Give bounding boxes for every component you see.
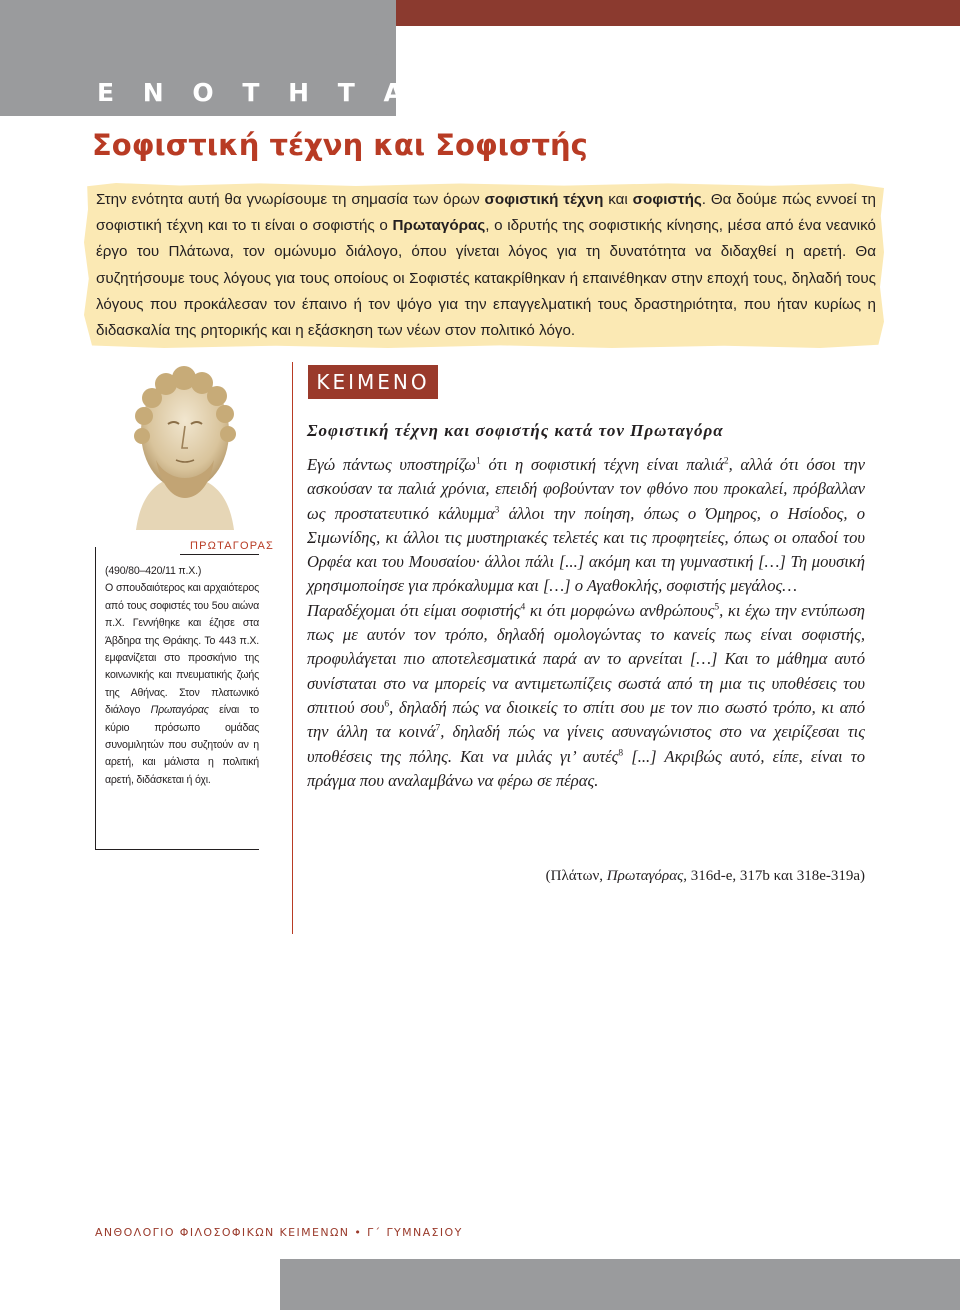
p1-d: άλλοι την ποίηση, όπως ο Όμηρος, ο Ησίοδος, ο Σιμωνίδης, κι άλλοι τις μυστηριακές τελετές και τις προφητείες, όπως οι οπαδοί του Ορφέα και του Μουσαίου· άλλοι πάλι [...] ακόμη και τη γυμναστική […] Τη μουσική χρησιμοποίησε για πρόκαλυμμα και […] ο Αγαθοκλής, σοφιστής μεγάλος… <box>307 503 866 596</box>
sidebar-dates: (490/80–420/11 π.Χ.) <box>105 565 202 577</box>
footnote-ref-7: 7 <box>435 723 441 734</box>
source-author: (Πλάτων, <box>545 868 607 884</box>
footnote-ref-3: 3 <box>494 505 500 516</box>
unit-label <box>97 78 467 107</box>
footnote-ref-1: 1 <box>476 456 481 467</box>
intro-person: Πρωταγόρας <box>392 217 486 235</box>
main-text <box>307 453 865 793</box>
sidebar-person-name: ΠΡΩΤΑΓΟΡΑΣ <box>190 540 275 552</box>
sidebar-bio-work: Πρωταγόρας <box>150 704 209 717</box>
p2-f: [...] Ακριβώς αυτό, είπε, είναι το πράγμα που αναλαμβάνω να φέρω σε πέρας. <box>307 746 866 790</box>
main-paragraph-2 <box>307 599 865 793</box>
footnote-ref-2: 2 <box>723 456 729 467</box>
sidebar-bio <box>105 563 259 789</box>
p2-c: , κι έχω την εντύπωση πως με αυτόν τον τρόπο, δηλαδή ομολογώντας το κανείς πως είναι σοφιστής, προφυλάγεται πιο αποτελεσματικά παρά αν το αρνείται […] Και το μάθημα αυτό συνίσταται στο να μπορείς να αντιμετωπίζεις σωστά από τη μια τις υποθέσεις του σπιτιού σου <box>307 600 865 717</box>
unit-label-text: Ε Ν Ο Τ Η Τ Α <box>97 78 413 107</box>
footnote-ref-4: 4 <box>520 602 526 613</box>
unit-number: 1η <box>431 78 467 107</box>
footnote-ref-6: 6 <box>384 699 390 710</box>
p1-a: Εγώ πάντως υποστηρίζω <box>307 455 477 474</box>
footer-grey-band <box>280 1259 960 1310</box>
intro-paragraph <box>96 187 876 344</box>
p2-e: , δηλαδή πώς να γίνεις ασυναγώνιστος στο να χειρίζεσαι τις υποθέσεις της πόλης. Και να μιλάς γι’ αυτές <box>307 722 865 766</box>
p2-b: κι ότι μορφώνω ανθρώπους <box>525 600 715 620</box>
footer-book-title: ΑΝΘΟΛΟΓΙΟ ΦΙΛΟΣΟΦΙΚΩΝ ΚΕΙΜΕΝΩΝ • Γ΄ ΓΥΜΝΑΣΙΟΥ <box>95 1226 463 1239</box>
p2-a: Παραδέχομαι ότι είμαι σοφιστής <box>307 600 521 620</box>
protagoras-bust-image <box>122 360 247 530</box>
header-brown-band <box>396 0 960 26</box>
p1-c: , αλλά ότι όσοι την ασκούσαν τα παλιά χρόνια, επειδή φοβούνταν τον φθόνο που προκαλεί, πρόβαλλαν ως προστατευτικό κάλυμμα <box>307 455 865 523</box>
source-refs: , 316d-e, 317b και 318e-319a) <box>683 868 865 884</box>
intro-part2: και <box>603 191 633 208</box>
sidebar-bottom-rule <box>95 849 259 850</box>
sidebar-bio-part1: Ο σπουδαιότερος και αρχαιότερος από τους σοφιστές του 5ου αιώνα π.Χ. Γεννήθηκε και έζησε στα Άβδηρα της Θράκης. Το 443 π.Χ. εμφανίζεται στο προσκήνιο της κοινωνικής και πνευματικής ζωής της Αθήνας. Στον πλατωνικό διάλογο <box>105 582 259 717</box>
column-divider <box>292 362 293 934</box>
p1-b: ότι η σοφιστική τέχνη είναι παλιά <box>480 455 724 474</box>
intro-part1: Στην ενότητα αυτή θα γνωρίσουμε τη σημασία των όρων <box>96 191 485 208</box>
source-work: Πρωταγόρας <box>606 868 684 884</box>
sidebar-bio-part2: είναι το κύριο πρόσωπο ομάδας συνομιλητών που συζητούν αν η αρετή, και μάλιστα η πολιτική αρετή, διδάσκεται ή όχι. <box>105 704 259 786</box>
text-badge: ΚΕΙΜΕΝΟ <box>308 365 438 399</box>
intro-term2: σοφιστής <box>632 191 702 208</box>
footnote-ref-5: 5 <box>714 602 720 613</box>
section-title: Σοφιστική τέχνη και Σοφιστής <box>92 128 588 162</box>
footnote-ref-8: 8 <box>618 748 624 759</box>
source-citation <box>546 868 865 885</box>
main-paragraph-1 <box>307 453 865 599</box>
intro-part3: . Θα δούμε πώς εννοεί τη σοφιστική τέχνη και το τι είναι ο σοφιστής ο <box>96 191 877 235</box>
p2-d: , δηλαδή πώς να διοικείς το σπίτι σου με τον πιο σωστό τρόπο, κι από την άλλη τα κοινά <box>307 697 865 742</box>
intro-term1: σοφιστική τέχνη <box>484 191 604 208</box>
text-title: Σοφιστική τέχνη και σοφιστής κατά τον Πρωταγόρα <box>307 421 724 440</box>
intro-part4: , ο ιδρυτής της σοφιστικής κίνησης, μέσα από ένα νεανικό έργο του Πλάτωνα, τον ομώνυμο διάλογο, όπου γίνεται λόγος για τη δυνατότητα να διδαχθεί η αρετή. Θα συζητήσουμε τους λόγους για τους οποίους οι Σοφιστές κατακρίθηκαν ή επαινέθηκαν στην εποχή τους, δηλαδή τους λόγους που προκάλεσαν τον έπαινο ή τον ψόγο για την επαγγελματική τους δραστηριότητα, που ήταν κυρίως η διδασκαλία της ρητορικής και η εξάσκηση των νέων στον πολιτικό λόγο. <box>96 217 876 340</box>
sidebar-top-rule <box>180 554 259 555</box>
sidebar-left-rule <box>95 547 96 850</box>
